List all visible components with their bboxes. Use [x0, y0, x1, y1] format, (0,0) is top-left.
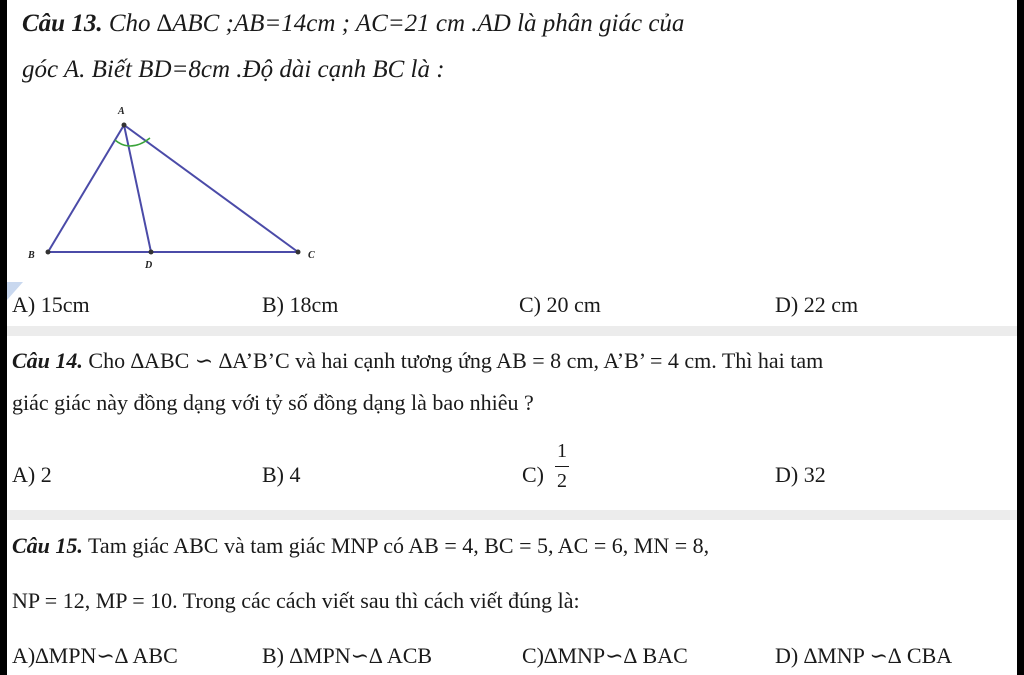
- side-ab: [48, 125, 124, 252]
- q13-option-c[interactable]: C) 20 cm: [519, 292, 601, 317]
- q13-label: Câu 13.: [22, 10, 103, 37]
- fraction-bar: [555, 466, 569, 467]
- point-c: [296, 250, 301, 255]
- q15-option-d[interactable]: D) ∆MNP ∽∆ CBA: [775, 643, 953, 668]
- q14-label: Câu 14.: [12, 348, 83, 373]
- q13-line-1: [22, 10, 684, 38]
- fraction-denominator: 2: [557, 470, 567, 492]
- q14-option-d[interactable]: D) 32: [775, 462, 826, 487]
- q14-option-c-fraction: [555, 440, 569, 493]
- q13-option-d[interactable]: D) 22 cm: [775, 292, 859, 317]
- q15-line-2: NP = 12, MP = 10. Trong các cách viết sau thì cách viết đúng là:: [12, 588, 580, 613]
- label-c: C: [308, 250, 315, 261]
- point-b: [46, 250, 51, 255]
- bisector-ad: [124, 125, 151, 252]
- q15-label: Câu 15.: [12, 533, 83, 558]
- q15-option-a[interactable]: A)∆MPN∽∆ ABC: [12, 643, 178, 668]
- label-b: B: [28, 250, 35, 261]
- q15-text-1: Tam giác ABC và tam giác MNP có AB = 4, BC = 5, AC = 6, MN = 8,: [82, 533, 710, 558]
- q14-line-2: giác giác này đồng dạng với tỷ số đồng dạng là bao nhiêu ?: [12, 390, 534, 415]
- q14-text-1: Cho ∆ABC ∽ ∆A’B’C và hai cạnh tương ứng AB = 8 cm, A’B’ = 4 cm. Thì hai tam: [82, 348, 824, 373]
- q15-option-b[interactable]: B) ∆MPN∽∆ ACB: [262, 643, 433, 668]
- separator-2: [7, 510, 1017, 520]
- left-frame-border: [0, 0, 7, 675]
- q14-option-a[interactable]: A) 2: [12, 462, 52, 487]
- q13-text-1: Cho ∆ABC ;AB=14cm ; AC=21 cm .AD là phân giác của: [102, 10, 685, 37]
- q15-option-c[interactable]: C)∆MNP∽∆ BAC: [522, 643, 688, 668]
- separator-1: [7, 326, 1017, 336]
- q13-option-b[interactable]: B) 18cm: [262, 292, 339, 317]
- q13-line-2: góc A. Biết BD=8cm .Độ dài cạnh BC là :: [22, 56, 445, 83]
- q14-option-b[interactable]: B) 4: [262, 462, 301, 487]
- q14-line-1: [12, 348, 823, 374]
- point-d: [149, 250, 154, 255]
- fraction-numerator: 1: [557, 440, 567, 462]
- point-a: [122, 123, 127, 128]
- label-a: A: [118, 106, 125, 117]
- triangle-figure: [20, 100, 340, 275]
- q15-line-1: [12, 533, 709, 559]
- right-frame-border: [1017, 0, 1024, 675]
- label-d: D: [145, 260, 153, 271]
- q13-option-a[interactable]: A) 15cm: [12, 292, 90, 317]
- q14-option-c[interactable]: C): [522, 462, 544, 487]
- side-ac: [124, 125, 298, 252]
